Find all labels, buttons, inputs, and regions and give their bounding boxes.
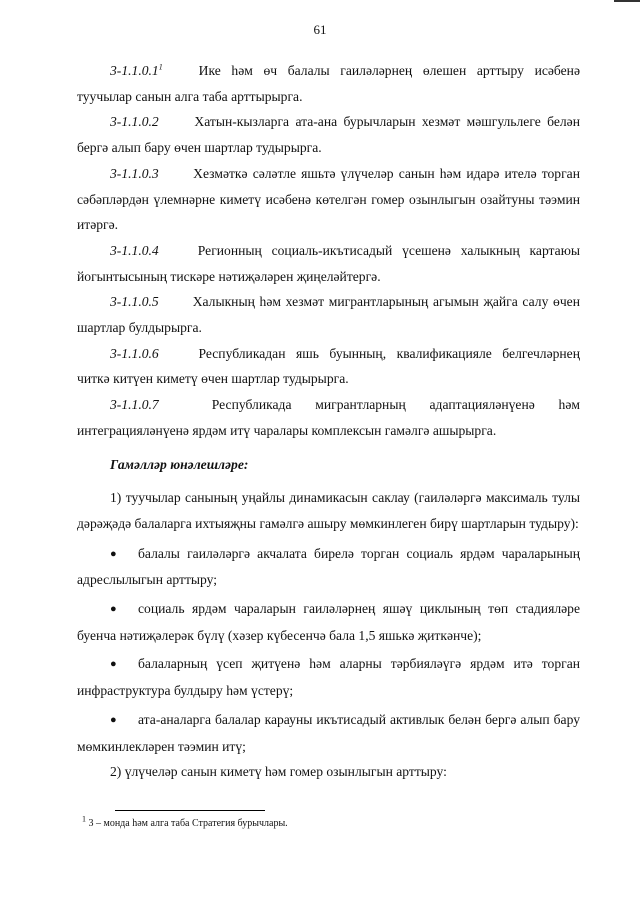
task-text: Ике һәм өч балалы гаиләләрнең өлешен арттыру исәбенә туучылар санын алга таба арттырырга. [77, 63, 580, 104]
task-code: 3-1.1.0.1 [110, 63, 159, 78]
task-3-1-1-0-7 [77, 392, 580, 443]
task-text: Халыкның һәм хезмәт мигрантларының агымын җайга салу өчен шартлар булдырырга. [77, 294, 580, 336]
bullet-item: ● ата-аналарга балалар карауны икътисадый активлык белән бергә алып бару мөмкинлекләрен тәэмин итү; [77, 707, 580, 759]
task-3-1-1-0-6 [77, 341, 580, 392]
task-text: Хезмәткә сәләтле яшьтә үлүчеләр санын һәм идарә ителә торган сәбәпләрдән үлемнәрне киметү исәбенә көтелгән гомер озынлыгын озайтуны тәэмин итәргә. [77, 165, 580, 233]
footnote-divider [115, 810, 265, 811]
list-item-2: 2) үлүчеләр санын киметү һәм гомер озынлыгын арттыру: [110, 764, 447, 780]
task-3-1-1-0-2 [77, 109, 580, 160]
task-text: Хатын-кызларга ата-ана бурычларын хезмәт мәшгульлеге белән бергә алып бару өчен шартлар тудырырга. [77, 114, 580, 156]
task-code: 3-1.1.0.4 [110, 242, 159, 258]
task-code: 3-1.1.0.3 [110, 165, 159, 181]
task-code: 3-1.1.0.2 [110, 114, 159, 130]
task-3-1-1-0-4 [77, 238, 580, 289]
task-code: 3-1.1.0.5 [110, 294, 159, 310]
section-heading: Гамәлләр юнәлешләре: [110, 456, 249, 472]
task-3-1-1-0-3 [77, 161, 580, 238]
corner-mark [614, 0, 640, 2]
task-code: 3-1.1.0.7 [110, 397, 159, 413]
task-text: Республикадан яшь буынның, квалификацияле белгечләрнең читкә китүен киметү өчен шартлар тудырырга. [77, 345, 580, 387]
bullet-icon: ● [110, 713, 117, 726]
task-text: Регионның социаль-икътисадый үсешенә халыкның картаюы йогынтысының тискәре нәтиҗәләрен җиңеләйтергә. [77, 242, 580, 284]
footnote [82, 814, 288, 829]
footnote-text: 3 – монда һәм алга таба Стратегия бурычлары. [88, 818, 288, 829]
footnote-marker: 1 [82, 814, 86, 824]
bullet-icon: ● [110, 658, 117, 671]
task-3-1-1-0-1 [77, 58, 580, 109]
bullet-icon: ● [110, 547, 117, 560]
page-number: 61 [313, 22, 327, 37]
bullet-item: ● балаларның үсеп җитүенә һәм аларны тәрбияләүгә ярдәм итә торган инфраструктура булдыру һәм үстерү; [77, 651, 580, 703]
bullet-icon: ● [110, 603, 117, 616]
bullet-item: ● балалы гаиләләргә акчалата бирелә торган социаль ярдәм чараларының адреслылыгын арттыру; [77, 541, 580, 593]
list-item-1: 1) туучылар санының уңайлы динамикасын саклау (гаиләләргә максималь тулы дәрәҗәдә балаларга ихтыяҗны гамәлгә ашыру мөмкинлеген бирү шартларын тудыру): [77, 490, 580, 531]
task-3-1-1-0-5 [77, 289, 580, 340]
task-code: 3-1.1.0.6 [110, 345, 159, 361]
document-body [77, 58, 580, 785]
bullet-item: ● социаль ярдәм чараларын гаиләләрнең яшәү циклының төп стадияләре буенча нәтиҗәлерәк бүлү (хәзер күбесенчә бала 1,5 яшькә җиткәнче); [77, 596, 580, 648]
task-text: Республикада мигрантларның адаптацияләнүенә һәм интеграцияләнүенә ярдәм итү чаралары комплексын гамәлгә ашырырга. [77, 397, 580, 438]
footnote-ref: 1 [158, 62, 163, 72]
